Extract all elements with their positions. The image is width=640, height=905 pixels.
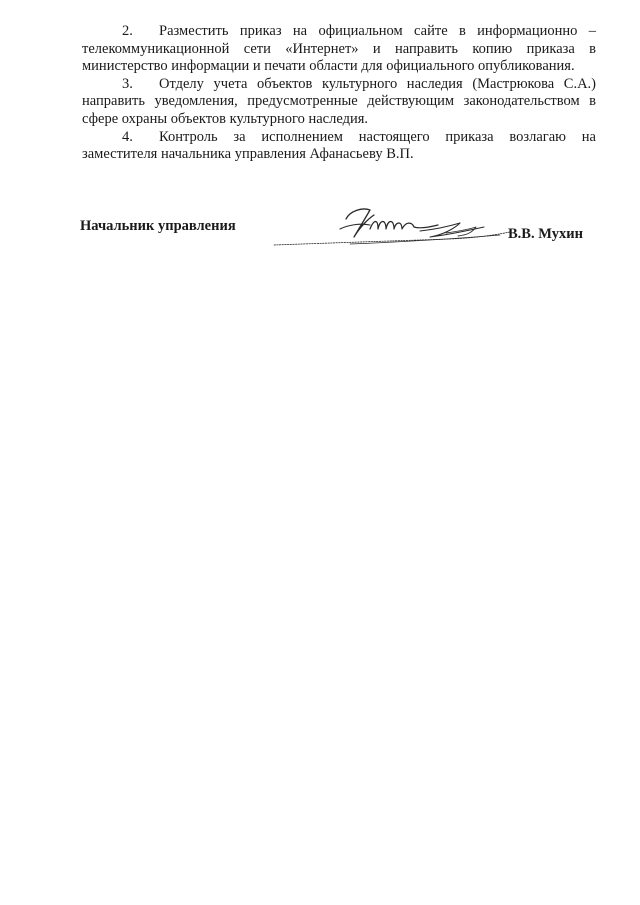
signature-block — [80, 205, 600, 255]
item-text: Разместить приказ на официальном сайте в информационно – телекоммуникационной сети «Интернет» и направить копию приказа в министерство информации и печати области для официального опубликования. — [82, 23, 596, 75]
item-number: 2. — [122, 23, 133, 39]
signatory-name: В.В. Мухин — [508, 226, 583, 242]
list-item-4 — [82, 129, 596, 164]
item-number: 4. — [122, 128, 133, 145]
item-text: Отделу учета объектов культурного наследия (Мастрюкова С.А.) направить уведомления, предусмотренные действующим законодательством в сфере охраны объектов культурного наследия. — [82, 75, 596, 127]
document-body — [82, 23, 596, 164]
item-text: Контроль за исполнением настоящего приказа возлагаю на заместителя начальника управления Афанасьеву В.П. — [82, 128, 596, 163]
signatory-title: Начальник управления — [80, 218, 236, 234]
item-number: 3. — [122, 75, 133, 92]
list-item-2 — [82, 23, 596, 76]
list-item-3 — [82, 76, 596, 129]
